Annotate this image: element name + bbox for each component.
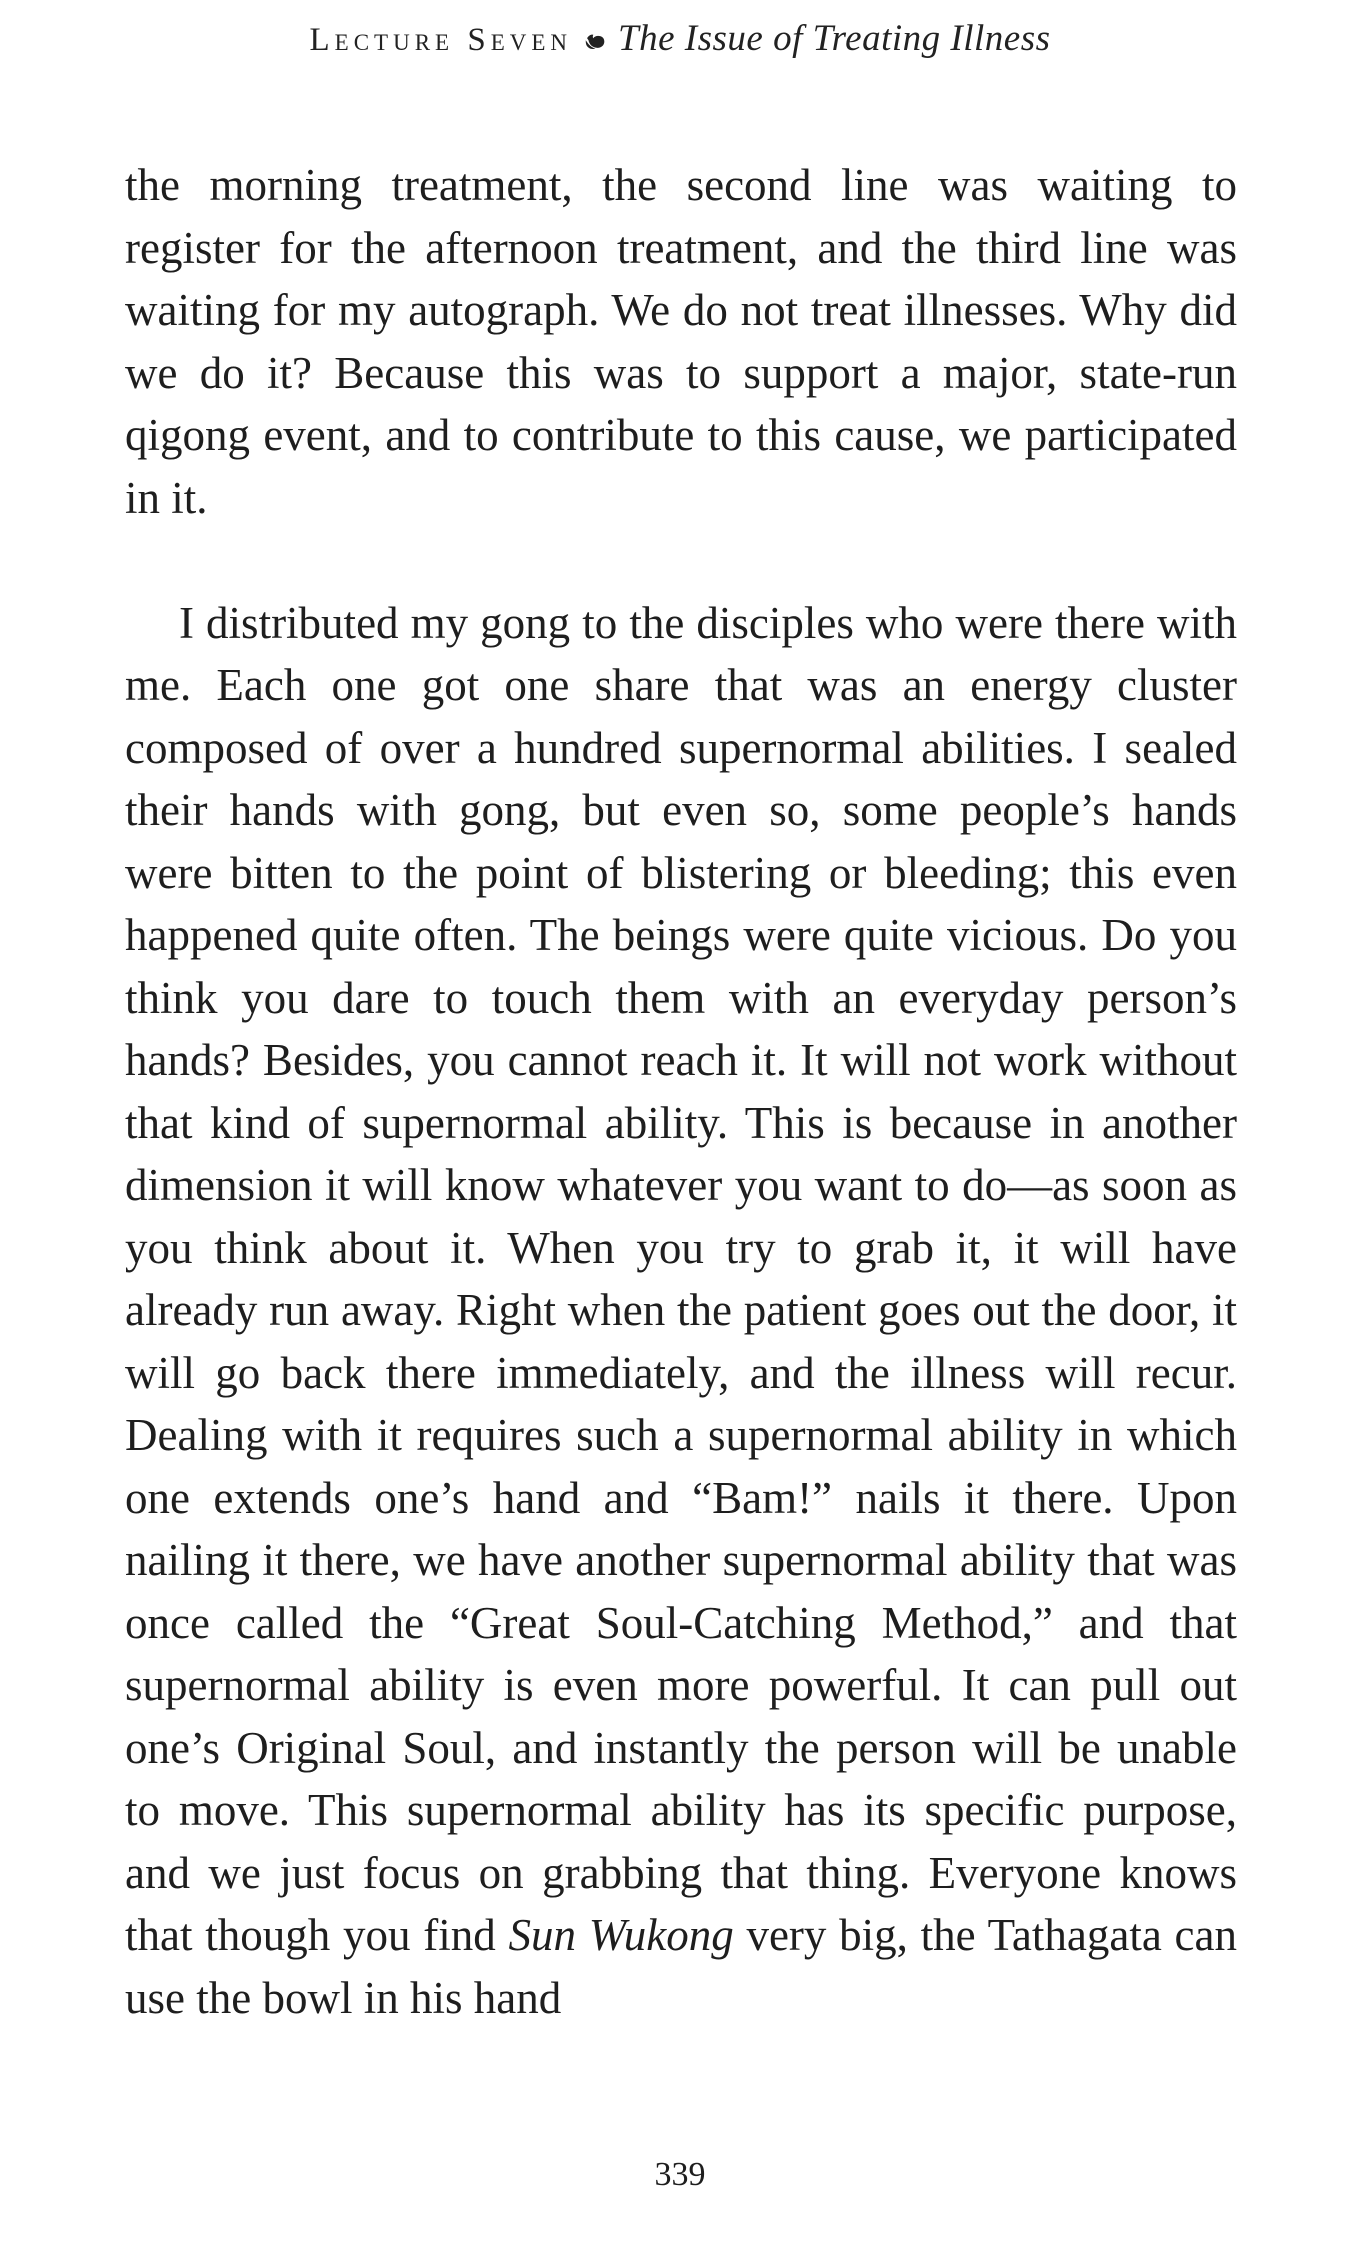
text-segment: very big, the Tathagata can use the bowl in his hand <box>125 1910 1238 2023</box>
paragraph <box>125 592 1237 2030</box>
paragraph <box>125 154 1237 529</box>
body-paragraphs <box>125 154 1237 2029</box>
text-segment: I distributed my gong to the disciples who were there with me. Each one got one share that was an energy cluster composed of over a hundred supernormal abilities. I sealed their hands with gong, but even so, some people’s hands were bitten to the point of blistering or bleeding; this even happened quite often. The beings were quite vicious. Do you think you dare to touch them with an everyday person’s hands? Besides, you cannot reach it. It will not work without that kind of supernormal ability. This is because in another dimension it will know whatever you want to do—as soon as you think about it. When you try to grab it, it will have already run away. Right when the patient goes out the door, it will go back there immediately, and the illness will recur. Dealing with it requires such a supernormal ability in which one extends one’s hand and “Bam!” nails it there. Upon nailing it there, we have another supernormal ability that was once called the “Great Soul-Catching Method,” and that supernormal ability is even more powerful. It can pull out one’s Original Soul, and instantly the person will be unable to move. This supernormal ability has its specific purpose, and we just focus on grabbing that thing. Everyone knows that though you find <box>125 597 1237 1960</box>
page-number: 339 <box>654 2156 706 2193</box>
italic-text-segment: Sun Wukong <box>508 1910 734 1960</box>
chapter-title: The Issue of Treating Illness <box>618 18 1051 59</box>
lecture-label: Lecture Seven <box>309 22 573 58</box>
leaf-fleuron-icon <box>583 32 605 54</box>
running-header <box>0 20 1360 57</box>
text-segment: the morning treatment, the second line was waiting to register for the afternoon treatment, and the third line was waiting for my autograph. We do not treat illnesses. Why did we do it? Because this was to support a major, state-run qigong event, and to contribute to this cause, we participated in it. <box>125 160 1237 523</box>
